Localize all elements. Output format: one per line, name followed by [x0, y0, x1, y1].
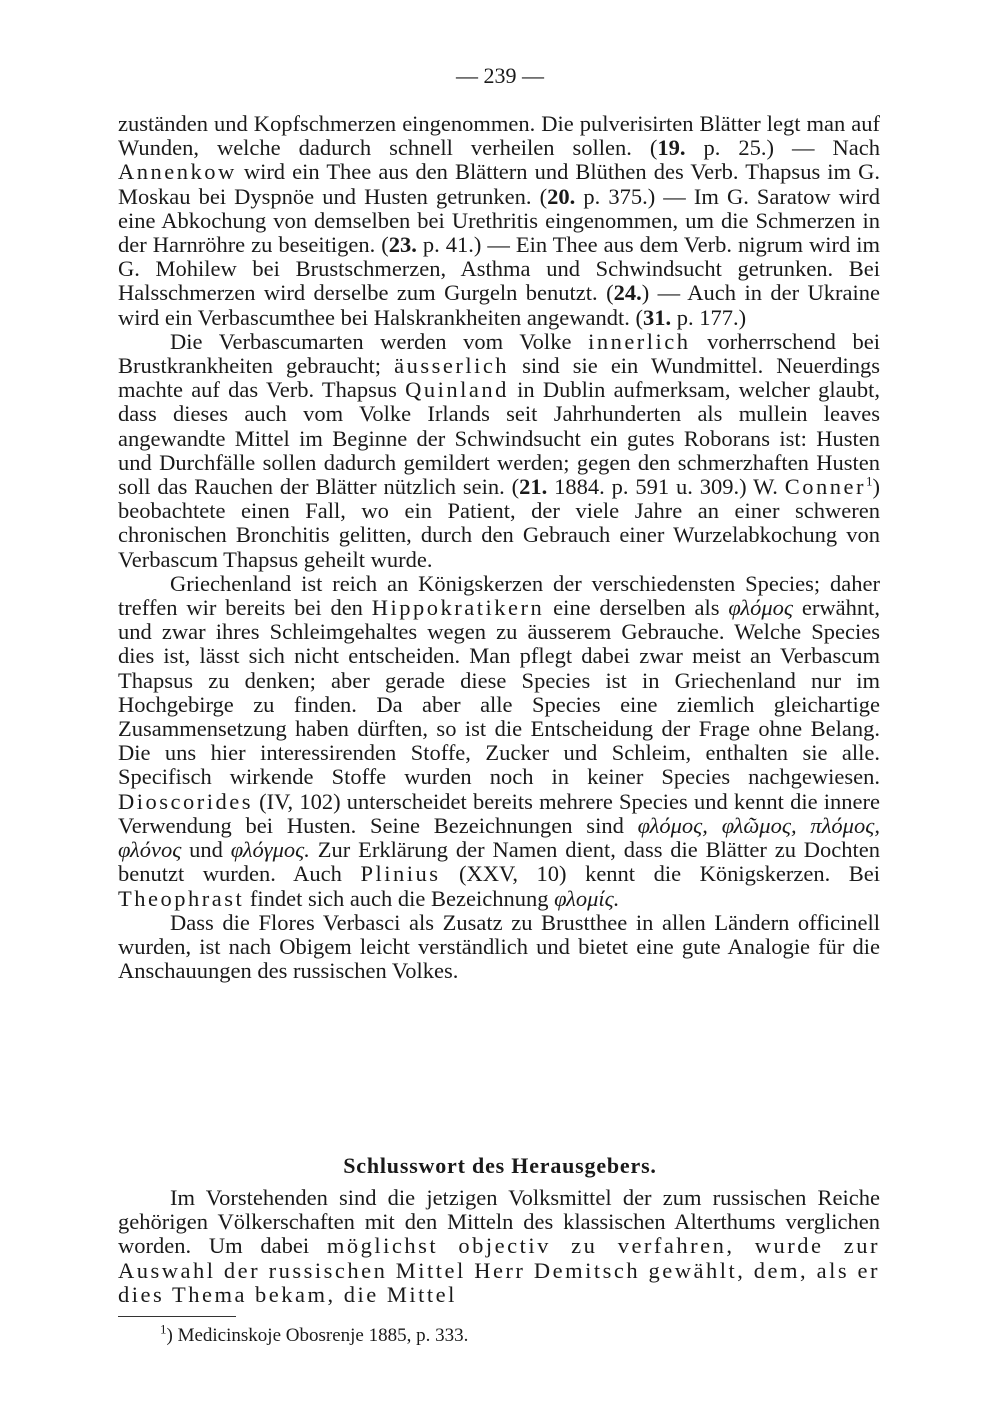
reference-number: 31. [643, 304, 672, 330]
paragraph-4: Dass die Flores Verbasci als Zusatz zu Brustthee in allen Ländern officinell wurden, ist nach Obigem leicht verständlich und bietet eine gute Analogie für die Anschauungen des russischen Volkes. [118, 909, 880, 984]
spaced-name: Quinland [405, 377, 509, 403]
greek-word: φλόμος [728, 595, 794, 621]
paragraph-1: zuständen und Kopfschmerzen eingenommen. Die pulverisirten Blätter legt man auf Wunden, welche dadurch schnell verheilen sollen. (19. p. 25.) — Nach Annenkow wird ein Thee aus den Blättern und Blüthen des Verb. Thapsus im G. Moskau bei Dyspnöe und Husten getrunken. (20. p. 375.) — Im G. Saratow wird eine Abkochung von demselben bei Urethritis eingenommen, um die Schmerzen in der Harnröhre zu beseitigen. (23. p. 41.) — Ein Thee aus dem Verb. nigrum wird im G. Mohilew bei Brustschmerzen, Asthma und Schwindsucht getrunken. Bei Halsschmerzen wird derselbe zum Gurgeln benutzt. (24.) — Auch in der Ukraine wird ein Verbascumthee bei Halskrankheiten angewandt. (31. p. 177.) [118, 111, 880, 330]
main-text-upper [118, 112, 880, 983]
spaced-name: Conner [784, 474, 866, 500]
spaced-name: Hippokratikern [371, 595, 545, 621]
reference-number: 21. [519, 474, 548, 500]
spaced-name: Plinius [360, 861, 441, 887]
reference-number: 20. [547, 183, 576, 209]
footnote-marker: 1 [866, 473, 873, 489]
reference-number: 19. [657, 135, 686, 161]
spaced-name: Dioscorides [118, 788, 253, 814]
spaced-name: Theophrast [118, 885, 245, 911]
paragraph-3: Griechenland ist reich an Königskerzen der verschiedensten Species; daher treffen wir bereits bei den Hippokratikern eine derselben als φλόμος erwähnt, und zwar ihres Schleimgehaltes wegen zu äusserem Gebrauche. Welche Species dies ist, lässt sich nicht entscheiden. Man pflegt dabei zwar meist an Verbascum Thapsus zu denken; aber gerade diese Species ist in Griechenland nur im Hochgebirge zu finden. Da aber alle Species eine ziemlich gleichartige Zusammensetzung haben dürften, so ist die Entscheidung der Frage ohne Belang. Die uns hier interessirenden Stoffe, Zucker und Schleim, enthalten sie alle. Specifisch wirkende Stoffe wurden noch in keiner Species nachgewiesen. Dioscorides (IV, 102) unterscheidet bereits mehrere Species und kennt die innere Verwendung bei Husten. Seine Bezeichnungen sind φλόμος, φλῶμος, πλόμος, φλόνος und φλόγμος. Zur Erklärung der Namen dient, dass die Blätter zu Dochten benutzt wurden. Auch Plinius (XXV, 10) kennt die Königskerzen. Bei Theophrast findet sich auch die Bezeichnung φλομίς. [118, 570, 881, 911]
spaced-word: äusserlich [394, 353, 510, 379]
main-text-lower [118, 1186, 880, 1307]
footnote-divider [118, 1316, 236, 1317]
greek-word: φλόγμος. [230, 837, 310, 863]
spaced-name: Annenkow [118, 159, 237, 185]
reference-number: 23. [388, 232, 417, 258]
paragraph-5: Im Vorstehenden sind die jetzigen Volksmittel der zum russischen Reiche gehörigen Völkerschaften mit den Mitteln des klassischen Alterthums verglichen worden. Um dabei möglichst objectiv zu verfahren, wurde zur Auswahl der russischen Mittel Herr Demitsch gewählt, dem, als er dies Thema bekam, die Mittel [118, 1185, 881, 1307]
greek-words: φλόμος, φλῶμος, πλόμος, φλόνος [118, 812, 880, 863]
section-heading: Schlusswort des Herausgebers. [343, 1153, 657, 1178]
spaced-text: möglichst objectiv zu verfahren, wurde zur Auswahl der russischen Mittel Herr Demitsch gewählt, dem, als er dies Thema bekam, die Mittel [118, 1233, 881, 1307]
footnote-marker: 1 [160, 1321, 167, 1337]
greek-word: φλομίς. [554, 885, 620, 911]
footnote [160, 1321, 469, 1348]
paragraph-2: Die Verbascumarten werden vom Volke innerlich vorherrschend bei Brustkrankheiten gebraucht; äusserlich sind sie ein Wundmittel. Neuerdings machte auf das Verb. Thapsus Quinland in Dublin aufmerksam, welcher glaubt, dass dieses auch vom Volke Irlands seit Jahrhunderten als mullein leaves angewandte Mittel im Beginne der Schwindsucht ein gutes Roborans ist: Husten und Durchfälle sollen dadurch gemildert werden; gegen den schmerzhaften Husten soll das Rauchen der Blätter nützlich sein. (21. 1884. p. 591 u. 309.) W. Conner$^1$) beobachtete einen Fall, wo ein Patient, der viele Jahre an einer schweren chronischen Bronchitis gelitten, durch den Gebrauch einer Wurzelabkochung von Verbascum Thapsus geheilt wurde. [118, 328, 880, 572]
reference-number: 24. [613, 280, 642, 306]
spaced-word: innerlich [588, 328, 691, 354]
page-number: — 239 — [456, 63, 544, 88]
footnote-text: ) Medicinskoje Obosrenje 1885, p. 333. [166, 1325, 469, 1346]
